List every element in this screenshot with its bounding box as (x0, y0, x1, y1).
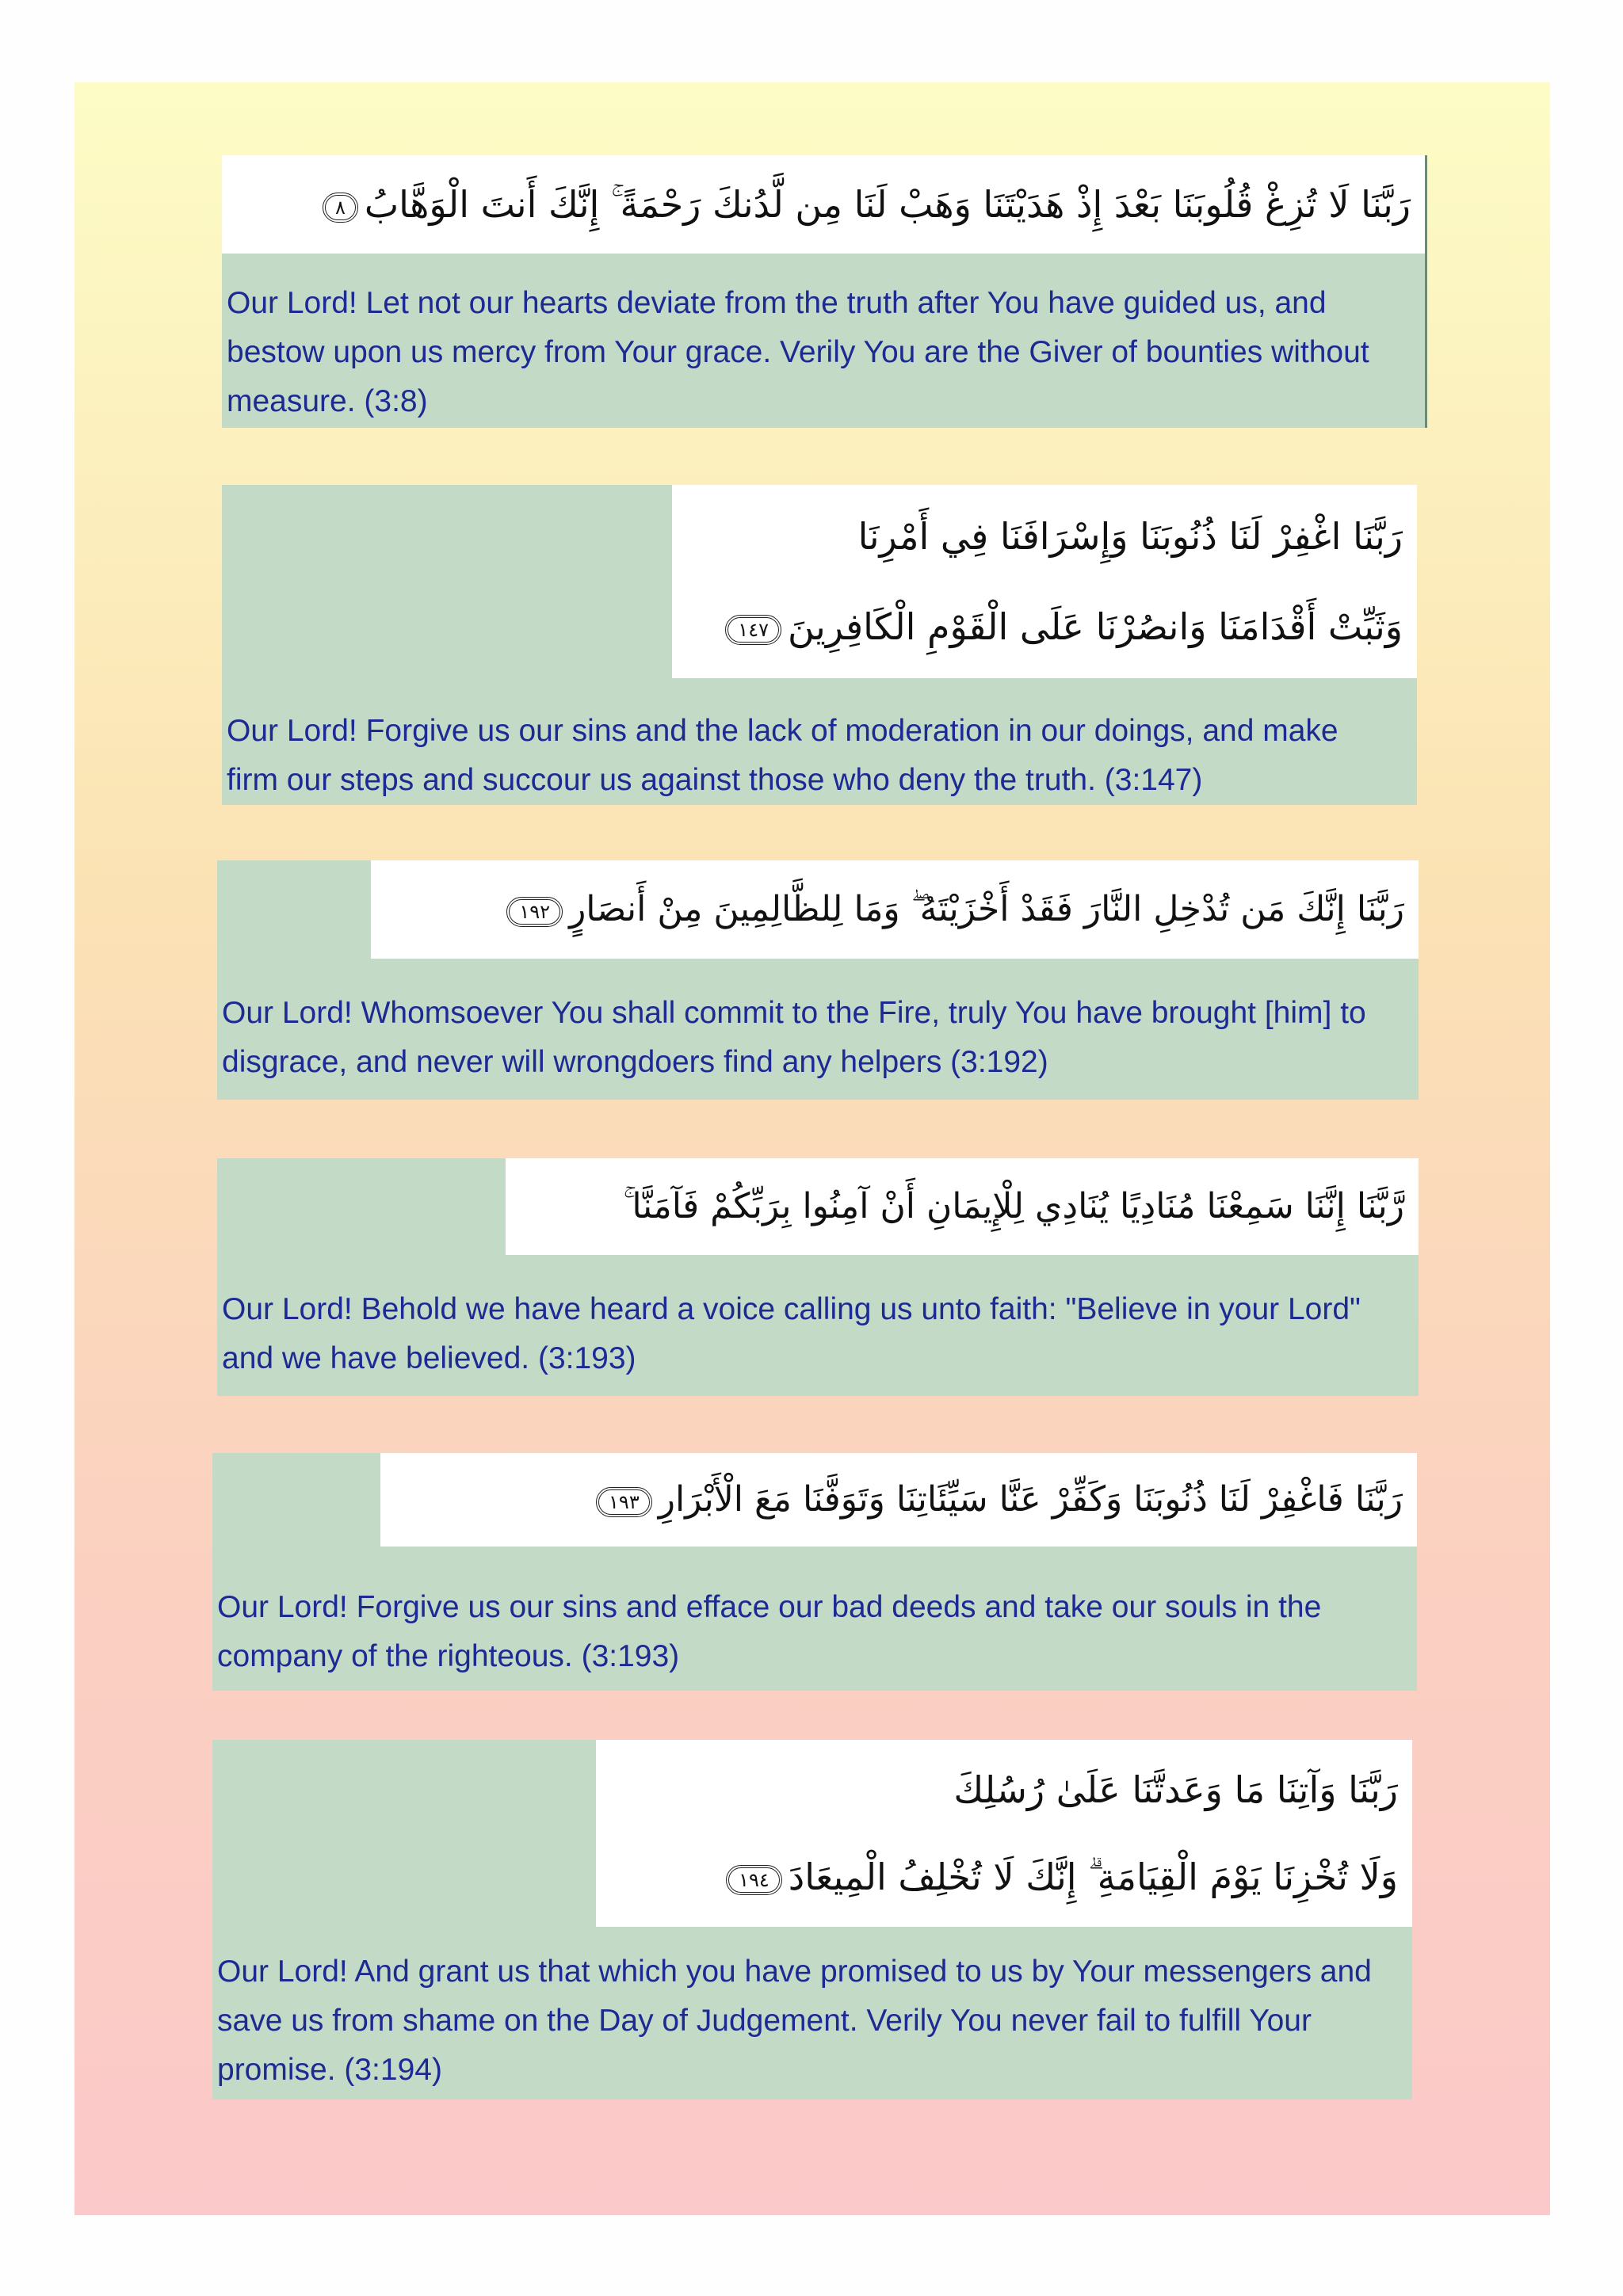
arabic-verse-box (380, 1453, 1417, 1547)
arabic-verse-line: وَلَا تُخْزِنَا يَوْمَ الْقِيَامَةِ ۗ إِنَّكَ لَا تُخْلِفُ الْمِيعَادَ١٩٤ (610, 1833, 1398, 1920)
arabic-verse-line: رَّبَّنَا إِنَّنَا سَمِعْنَا مُنَادِيًا يُنَادِي لِلْإِيمَانِ أَنْ آمِنُوا بِرَبِّكُمْ فَآمَنَّا ۚ (623, 1186, 1404, 1226)
dua-card (217, 1158, 1419, 1396)
dua-card (222, 485, 1417, 805)
arabic-verse-box (371, 860, 1419, 959)
verse-number-marker: ٨ (323, 193, 358, 223)
verse-number-marker: ١٩٢ (506, 897, 563, 927)
arabic-verse-box (672, 485, 1417, 678)
translation-text: Our Lord! Behold we have heard a voice calling us unto faith: "Believe in your Lord" and we have believed. (3:193) (222, 1292, 1361, 1375)
translation-text: Our Lord! Whomsoever You shall commit to the Fire, truly You have brought [him] to disgrace, and never will wrongdoers find any helpers (3:192) (222, 996, 1366, 1079)
dua-card (217, 860, 1419, 1100)
arabic-verse-line: رَبَّنَا وَآتِنَا مَا وَعَدتَّنَا عَلَىٰ رُسُلِكَ (953, 1768, 1398, 1811)
translation-text: Our Lord! Forgive us our sins and efface our bad deeds and take our souls in the company of the righteous. (3:193) (217, 1590, 1322, 1673)
arabic-verse-line: رَبَّنَا فَاغْفِرْ لَنَا ذُنُوبَنَا وَكَفِّرْ عَنَّا سَيِّئَاتِنَا وَتَوَفَّنَا مَعَ الْأَبْرَارِ١٩٣ (395, 1453, 1403, 1547)
arabic-verse-box (596, 1740, 1412, 1927)
verse-number-marker: ١٩٤ (726, 1865, 782, 1895)
translation-text: Our Lord! Let not our hearts deviate from the truth after You have guided us, and bestow upon us mercy from Your grace. Verily You are the Giver of bounties without measure. (3:8) (227, 286, 1369, 418)
arabic-verse-box (222, 155, 1425, 254)
verse-number-marker: ١٩٣ (596, 1487, 652, 1517)
translation-text: Our Lord! Forgive us our sins and the lack of moderation in our doings, and make firm our steps and succour us against those who deny the truth. (3:147) (227, 714, 1338, 797)
verse-number-marker: ١٤٧ (725, 615, 781, 645)
arabic-verse-line: وَثَبِّتْ أَقْدَامَنَا وَانصُرْنَا عَلَى الْقَوْمِ الْكَافِرِينَ١٤٧ (686, 582, 1403, 672)
dua-card (212, 1740, 1412, 2100)
dua-card (212, 1453, 1417, 1691)
arabic-verse-line: رَبَّنَا اغْفِرْ لَنَا ذُنُوبَنَا وَإِسْرَافَنَا فِي أَمْرِنَا (857, 515, 1403, 558)
arabic-verse-line: رَبَّنَا لَا تُزِغْ قُلُوبَنَا بَعْدَ إِذْ هَدَيْتَنَا وَهَبْ لَنَا مِن لَّدُنكَ رَحْمَةً ۚ إِنَّكَ أَنتَ الْوَهَّابُ٨ (236, 155, 1411, 254)
dua-card (222, 155, 1427, 428)
arabic-verse-box (506, 1158, 1419, 1255)
arabic-verse-line: رَبَّنَا إِنَّكَ مَن تُدْخِلِ النَّارَ فَقَدْ أَخْزَيْتَهُ ۖ وَمَا لِلظَّالِمِينَ مِنْ أَنصَارٍ١٩٢ (385, 860, 1404, 959)
translation-text: Our Lord! And grant us that which you have promised to us by Your messengers and save us from shame on the Day of Judgement. Verily You never fail to fulfill Your promise. (3:194) (217, 1955, 1372, 2087)
